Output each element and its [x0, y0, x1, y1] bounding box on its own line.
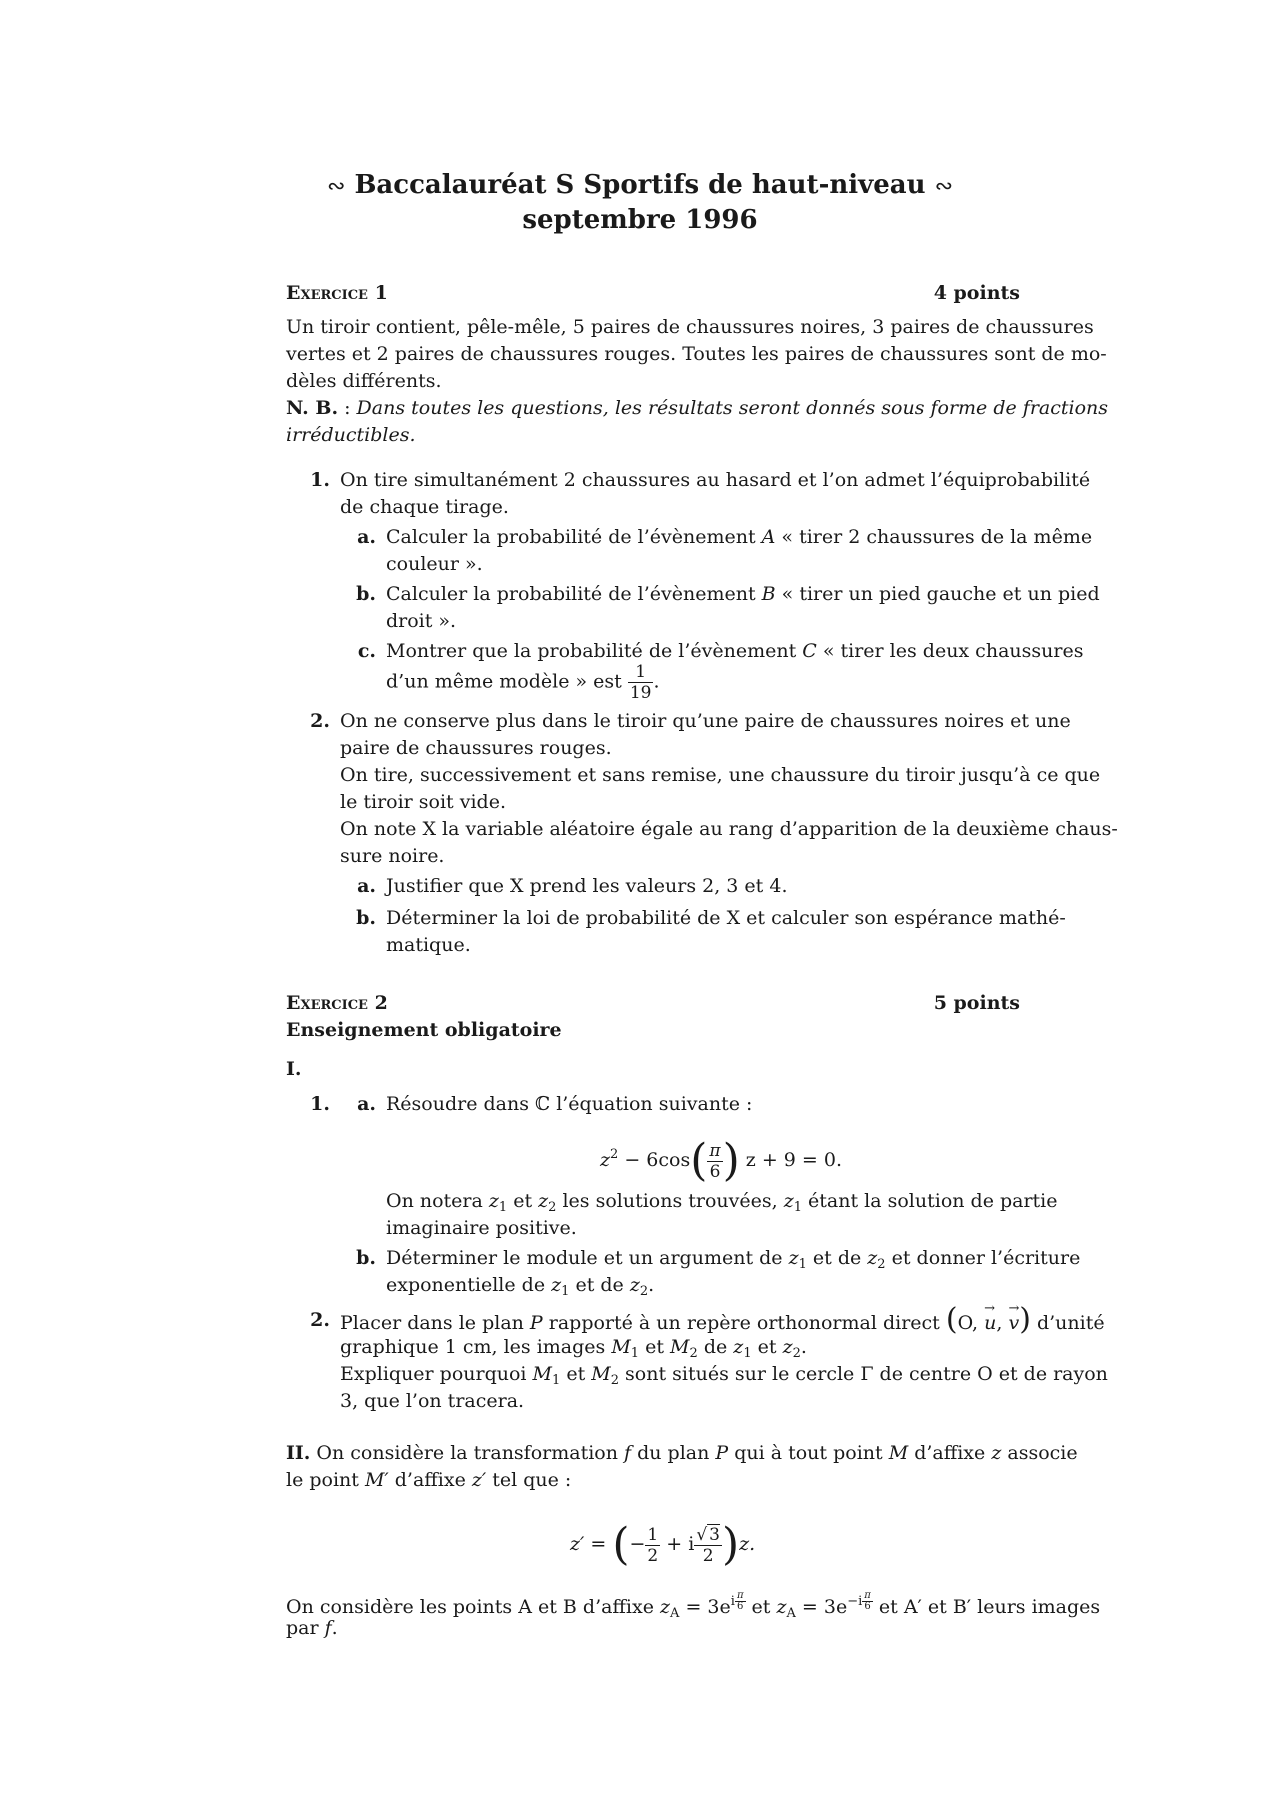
- text: = 3e: [679, 1596, 731, 1618]
- subscript: 1: [561, 1284, 570, 1299]
- subquestion-label: a.: [357, 526, 376, 548]
- fraction-numerator: 1: [628, 662, 654, 683]
- subscript: A: [786, 1606, 796, 1621]
- math-var: z: [488, 1190, 499, 1212]
- text: de: [697, 1336, 734, 1358]
- part2-line: [286, 1440, 1078, 1467]
- math-var: M′: [364, 1469, 389, 1491]
- math-var: M: [670, 1336, 690, 1358]
- q1-line: de chaque tirage.: [340, 496, 509, 518]
- math-var: z: [600, 1149, 611, 1171]
- title-line-1: [0, 168, 1280, 204]
- text: et: [639, 1336, 671, 1358]
- ex1-intro-line: Un tiroir contient, pêle-mêle, 5 paires de chaussures noires, 3 paires de chaussures: [286, 316, 1094, 338]
- text: z.: [739, 1533, 756, 1555]
- math-var: M: [611, 1336, 631, 1358]
- p1a-note-line: imaginaire positive.: [386, 1217, 577, 1239]
- vector-v: → v: [1008, 1303, 1019, 1343]
- text: et: [745, 1596, 777, 1618]
- math-var: M: [888, 1442, 909, 1464]
- subscript: 2: [877, 1257, 886, 1272]
- part2-points-line: [286, 1588, 1100, 1627]
- math-var: f: [624, 1442, 632, 1464]
- q2-line: paire de chaussures rouges.: [340, 737, 612, 759]
- text: i: [730, 1594, 735, 1609]
- fraction: [735, 1591, 746, 1612]
- math-var: z: [538, 1190, 549, 1212]
- math-var: C: [802, 640, 817, 662]
- radicand: 3: [709, 1524, 720, 1545]
- text: + i: [660, 1533, 695, 1555]
- math-var: z: [629, 1274, 640, 1296]
- text: « tirer un pied gauche et un pied: [775, 583, 1100, 605]
- text: et de: [806, 1247, 868, 1269]
- q2-line: sure noire.: [340, 845, 445, 867]
- fraction-numerator: √ 3: [696, 1524, 720, 1545]
- q2a-line: Justifier que X prend les valeurs 2, 3 et 4.: [386, 875, 788, 897]
- note-text: Dans toutes les questions, les résultats seront donnés sous forme de fractions: [356, 397, 1109, 419]
- question-number: 2.: [310, 1309, 330, 1331]
- part-label: II.: [286, 1442, 311, 1464]
- fraction: [645, 1525, 660, 1566]
- right-paren: ): [1019, 1302, 1031, 1337]
- subquestion-label: a.: [357, 875, 376, 897]
- text: Calculer la probabilité de l’évènement: [386, 526, 762, 548]
- text: et A′ et B′ leurs images: [872, 1596, 1101, 1618]
- fraction-denominator: 2: [702, 1545, 714, 1566]
- q1b-line: [386, 581, 1100, 608]
- math-var: z′: [471, 1469, 487, 1491]
- subquestion-label: b.: [356, 907, 376, 929]
- text: « tirer les deux chaussures: [816, 640, 1084, 662]
- ex1-note-cont: irréductibles.: [286, 424, 416, 446]
- math-var: M: [591, 1363, 611, 1385]
- ornament-right-icon: ∾: [934, 174, 954, 199]
- fraction: [862, 1591, 873, 1612]
- math-var: z: [733, 1336, 744, 1358]
- exponent: [730, 1590, 746, 1612]
- text: Expliquer pourquoi: [340, 1363, 533, 1385]
- p1a-line: [386, 1091, 752, 1118]
- note-label: N. B.: [286, 397, 339, 419]
- q2b-line: matique.: [386, 934, 471, 956]
- fraction-numerator: 1: [647, 1524, 659, 1545]
- left-paren: (: [945, 1302, 958, 1337]
- text: l’équation suivante :: [550, 1093, 753, 1115]
- q1c-line: [386, 662, 660, 703]
- ex1-note: [286, 395, 1108, 422]
- part-label: I.: [286, 1058, 302, 1080]
- text: O,: [957, 1312, 979, 1334]
- text: par: [286, 1617, 325, 1639]
- fraction-denominator: 6: [709, 1161, 721, 1182]
- fraction: [628, 662, 654, 703]
- text: d’affixe: [388, 1469, 472, 1491]
- text: z′ =: [570, 1533, 613, 1555]
- text: d’unité: [1030, 1312, 1105, 1334]
- q2-line: le tiroir soit vide.: [340, 791, 506, 813]
- text: les solutions trouvées,: [556, 1190, 784, 1212]
- exponent: 2: [610, 1147, 619, 1162]
- exercise-1-points: 4 points: [933, 282, 1020, 304]
- q2-line: On tire, successivement et sans remise, une chaussure du tiroir jusqu’à ce que: [340, 764, 1101, 786]
- text: Montrer que la probabilité de l’évènement: [386, 640, 803, 662]
- text: qui à tout point: [728, 1442, 889, 1464]
- ex1-intro-line: vertes et 2 paires de chaussures rouges. Toutes les paires de chaussures sont de mo-: [286, 343, 1107, 365]
- right-paren: ): [722, 1135, 740, 1186]
- exercise-2-heading: Exercice 2: [286, 992, 388, 1014]
- text: du plan: [631, 1442, 716, 1464]
- question-number: 2.: [310, 710, 330, 732]
- text: et donner l’écriture: [885, 1247, 1081, 1269]
- text: rapporté à un repère orthonormal direct: [542, 1312, 946, 1334]
- text: et: [751, 1336, 783, 1358]
- math-var: P: [715, 1442, 729, 1464]
- text: z + 9 = 0.: [745, 1149, 843, 1171]
- text: −i: [847, 1594, 863, 1609]
- subscript: 1: [552, 1373, 561, 1388]
- subscript: 2: [639, 1284, 649, 1299]
- text: d’un même modèle » est: [386, 670, 628, 693]
- document-date: septembre 1996: [522, 205, 758, 235]
- subscript: 1: [630, 1346, 640, 1361]
- ex1-intro-line: dèles différents.: [286, 370, 442, 392]
- subquestion-label: b.: [356, 583, 376, 605]
- math-var: A: [761, 526, 776, 548]
- math-var: P: [529, 1312, 543, 1334]
- text: d’affixe: [908, 1442, 992, 1464]
- q1-line: On tire simultanément 2 chaussures au hasard et l’on admet l’équiprobabilité: [340, 469, 1091, 491]
- math-var: z: [783, 1190, 794, 1212]
- part2-points-line: [286, 1615, 338, 1642]
- text: .: [331, 1617, 338, 1639]
- text: On considère les points A et B d’affixe: [286, 1596, 661, 1618]
- subscript: 2: [792, 1346, 801, 1361]
- text: le point: [286, 1469, 365, 1491]
- text: sont situés sur le cercle Γ de centre O et de rayon: [619, 1363, 1108, 1385]
- text: exponentielle de: [386, 1274, 552, 1296]
- fraction-denominator: 6: [737, 1601, 744, 1612]
- fraction: [707, 1141, 722, 1182]
- math-var: M: [532, 1363, 553, 1385]
- subquestion-label: a.: [357, 1093, 376, 1115]
- right-paren: ): [722, 1519, 740, 1570]
- subscript: 1: [793, 1200, 802, 1215]
- text: Placer dans le plan: [340, 1312, 530, 1334]
- text: .: [653, 670, 660, 693]
- math-var: B: [761, 583, 776, 605]
- note-colon: :: [338, 397, 357, 419]
- left-paren: (: [612, 1519, 630, 1570]
- text: étant la solution de partie: [802, 1190, 1058, 1212]
- p2-line: 3, que l’on tracera.: [340, 1390, 525, 1412]
- exercise-1-heading: Exercice 1: [286, 282, 388, 304]
- text: et de: [569, 1274, 630, 1296]
- q2b-line: Déterminer la loi de probabilité de X et calculer son espérance mathé-: [386, 907, 1066, 929]
- q1c-line: [386, 638, 1083, 665]
- ornament-left-icon: ∾: [326, 174, 346, 199]
- math-var: z: [867, 1247, 878, 1269]
- text: Déterminer le module et un argument de: [386, 1247, 789, 1269]
- question-number: 1.: [310, 469, 330, 491]
- subscript: 1: [498, 1200, 508, 1215]
- subscript: 2: [689, 1346, 698, 1361]
- math-var: z: [551, 1274, 562, 1296]
- q1a-line: couleur ».: [386, 553, 483, 575]
- fraction-numerator: π: [864, 1590, 871, 1601]
- subscript: A: [670, 1606, 680, 1621]
- equation-1: [600, 1127, 843, 1186]
- q2-line: On note X la variable aléatoire égale au rang d’apparition de la deuxième chaus-: [340, 818, 1118, 840]
- text: On considère la transformation: [310, 1442, 625, 1464]
- subscript: 2: [610, 1373, 620, 1388]
- q1a-line: [386, 524, 1092, 551]
- text: = 3e: [795, 1596, 848, 1618]
- text: graphique 1 cm, les images: [340, 1336, 612, 1358]
- math-var: z: [991, 1442, 1002, 1464]
- text: associe: [1001, 1442, 1078, 1464]
- text: « tirer 2 chaussures de la même: [775, 526, 1093, 548]
- math-var: z: [782, 1336, 793, 1358]
- q2-line: On ne conserve plus dans le tiroir qu’une paire de chaussures noires et une: [340, 710, 1071, 732]
- math-var: z: [776, 1596, 787, 1618]
- vector-u: → u: [984, 1303, 996, 1343]
- math-var: z: [788, 1247, 799, 1269]
- fraction-numerator: π: [736, 1590, 744, 1601]
- subquestion-label: c.: [357, 640, 376, 662]
- exercise-2-points: 5 points: [933, 992, 1020, 1014]
- text: −: [629, 1533, 646, 1555]
- fraction-numerator: π: [709, 1140, 721, 1161]
- complex-set-symbol: ℂ: [535, 1093, 551, 1115]
- text: tel que :: [486, 1469, 572, 1491]
- text: et: [560, 1363, 592, 1385]
- math-var: z: [660, 1596, 671, 1618]
- text: .: [800, 1336, 807, 1358]
- math-var: f: [324, 1617, 332, 1639]
- fraction: [694, 1525, 722, 1566]
- document-title: Baccalauréat S Sportifs de haut-niveau: [354, 170, 926, 200]
- left-paren: (: [690, 1135, 708, 1186]
- part2-line: [286, 1467, 571, 1494]
- text: Résoudre dans: [386, 1093, 536, 1115]
- q1b-line: droit ».: [386, 610, 457, 632]
- fraction-denominator: 2: [647, 1545, 659, 1566]
- exponent: [847, 1590, 873, 1612]
- text: .: [648, 1274, 655, 1296]
- question-number: 1.: [310, 1093, 330, 1115]
- fraction-denominator: 19: [629, 683, 652, 703]
- text: et: [507, 1190, 539, 1212]
- subscript: 2: [548, 1200, 557, 1215]
- subscript: 1: [798, 1257, 807, 1272]
- subscript: 1: [743, 1346, 752, 1361]
- text: Calculer la probabilité de l’évènement: [386, 583, 762, 605]
- subquestion-label: b.: [356, 1247, 376, 1269]
- text: − 6cos: [618, 1149, 691, 1171]
- text: On notera: [386, 1190, 489, 1212]
- text: ,: [996, 1312, 1003, 1334]
- fraction-denominator: 6: [864, 1601, 871, 1612]
- equation-2: [570, 1512, 755, 1576]
- exercise-2-subtitle: Enseignement obligatoire: [286, 1019, 562, 1041]
